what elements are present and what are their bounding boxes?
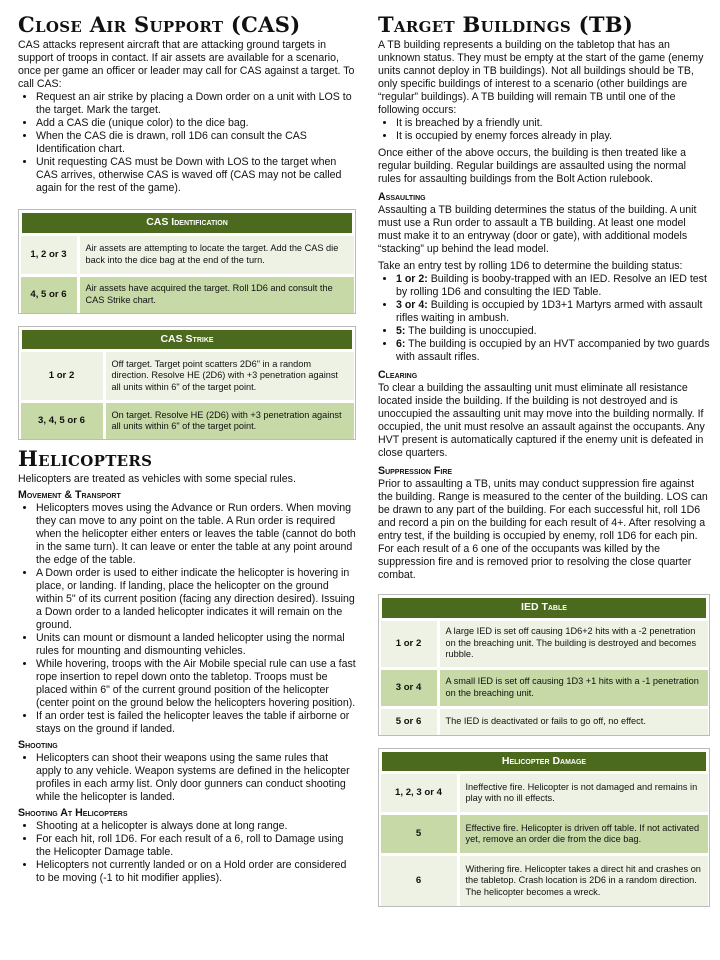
table-row — [381, 668, 708, 707]
movement-item: • Helicopters moves using the Advance or Run orders. When moving they can move to any point on the table. A Run order is required when the helicopter either enters or leaves the table (cannot do both in the same turn). It can leave or enter the table at any point around the edge of the table. — [36, 502, 356, 567]
roll-key: 4, 5 or 6 — [21, 275, 79, 313]
entry-result-text: Building is booby-trapped with an IED. Resolve an IED test by rolling 1D6 and consulting the IED Table. — [396, 273, 707, 298]
table-row — [21, 234, 354, 275]
roll-result: Air assets have acquired the target. Roll 1D6 and consult the CAS Strike chart. — [78, 275, 354, 313]
entry-result-text: The building is occupied by an HVT accompanied by two guards with assault rifles. — [396, 338, 710, 363]
assaulting-subheading: Assaulting — [378, 191, 426, 203]
entry-result-key: 6: — [396, 338, 406, 350]
tb-condition: • It is breached by a friendly unit. — [396, 117, 710, 130]
cas-intro: CAS attacks represent aircraft that are attacking ground targets in support of troops in contact. If air assets are available for a scenario, once per game an officer or leader may call for CAS against a target. To call CAS: — [18, 39, 355, 90]
cas-step: • Request an air strike by placing a Down order on a unit with LOS to the target. Mark the target. — [36, 91, 356, 117]
roll-result: A small IED is set off causing 1D3 +1 hits with a -1 penetration on the breaching unit. — [438, 668, 708, 707]
table-row — [21, 275, 354, 313]
table-row — [21, 351, 354, 402]
shooting-at-subheading: Shooting At Helicopters — [18, 807, 128, 819]
entry-result — [396, 299, 710, 325]
shooting-subheading: Shooting — [18, 739, 58, 751]
entry-result-key: 1 or 2: — [396, 273, 428, 285]
tb-intro: A TB building represents a building on the tabletop that has an unknown status. They must be empty at the start of the game (enemy units cannot deploy in TB buildings). Not all buildings should be TB, only specific buildings of interest to a scenario (other buildings are “regular” buildings). A TB building will remain TB until one of the following occurs: — [378, 39, 704, 116]
table-row — [21, 402, 354, 440]
entry-result — [396, 273, 710, 299]
roll-key: 5 — [381, 814, 459, 855]
entry-result — [396, 325, 710, 338]
movement-subheading: Movement & Transport — [18, 489, 121, 501]
roll-result: Effective fire. Helicopter is driven off table. If not activated yet, remove an order die from the dice bag. — [458, 814, 708, 855]
tb-condition: • It is occupied by enemy forces already in play. — [396, 130, 710, 143]
right-column — [378, 14, 710, 913]
clearing-text: To clear a building the assaulting unit must eliminate all resistance located inside the building. If the building is not destroyed and is unoccupied the assaulting unit may move into the building normally. If occupied, the unit must resolve an assault against the occupants. Any HVT present is automatically captured if the enemy unit is defeated in close quarters. — [378, 382, 705, 459]
roll-key: 3, 4, 5 or 6 — [21, 402, 105, 440]
left-column — [18, 14, 356, 885]
movement-list — [18, 502, 356, 736]
cas-identification-title: CAS Identification — [21, 212, 354, 235]
shooting-at-item: • Shooting at a helicopter is always done at long range. — [36, 820, 356, 833]
shooting-at-item: • Helicopters not currently landed or on a Hold order are considered to be moving (-1 to hit modifier applies). — [36, 859, 356, 885]
roll-result: A large IED is set off causing 1D6+2 hits with a -2 penetration on the breaching unit. The building is destroyed and becomes rubble. — [438, 619, 708, 668]
entry-result — [396, 338, 710, 364]
table-row — [381, 707, 708, 735]
movement-item: • If an order test is failed the helicopter leaves the table if airborne or stays on the ground if landed. — [36, 710, 356, 736]
cas-strike-table — [18, 326, 356, 441]
helicopters-heading: Helicopters — [18, 446, 153, 471]
roll-key: 1 or 2 — [21, 351, 105, 402]
assaulting-text: Assaulting a TB building determines the status of the building. A unit must use a Run order to assault a TB building. At least one model must make it to an entryway (door or gate), with additional models “stacking” up behind the lead model. — [378, 204, 697, 255]
shooting-list — [18, 752, 356, 804]
entry-result-text: The building is unoccupied. — [405, 325, 537, 337]
entry-result-key: 5: — [396, 325, 406, 337]
roll-result: Air assets are attempting to locate the target. Add the CAS die back into the dice bag at the end of the turn. — [78, 234, 354, 275]
clearing-subheading: Clearing — [378, 369, 418, 381]
ied-table — [378, 594, 710, 736]
tb-after: Once either of the above occurs, the building is then treated like a regular building. Regular buildings are assaulted using the normal rules for assaulting buildings from the Bolt Action rulebook. — [378, 147, 686, 185]
cas-heading: Close Air Support (CAS) — [18, 12, 301, 37]
movement-item: • While hovering, troops with the Air Mobile special rule can use a fast rope insertion to repel down onto the tabletop. Troops must be placed within 6" of the current ground position of the helicopter (center point on the ground below the helicopters hovering position). — [36, 658, 356, 710]
table-row — [381, 855, 708, 907]
cas-step: • When the CAS die is drawn, roll 1D6 can consult the CAS Identification chart. — [36, 130, 356, 156]
helicopters-intro: Helicopters are treated as vehicles with some special rules. — [18, 473, 296, 485]
movement-item: • Units can mount or dismount a landed helicopter using the normal rules for mounting and dismounting vehicles. — [36, 632, 356, 658]
roll-result: On target. Resolve HE (2D6) with +3 penetration against all units within 6" of the target point. — [104, 402, 354, 440]
roll-key: 6 — [381, 855, 459, 907]
suppression-subheading: Suppression Fire — [378, 465, 453, 477]
entry-result-key: 3 or 4: — [396, 299, 428, 311]
helicopter-damage-table — [378, 748, 710, 908]
shooting-at-item: • For each hit, roll 1D6. For each result of a 6, roll to Damage using the Helicopter Damage table. — [36, 833, 356, 859]
roll-key: 1 or 2 — [381, 619, 439, 668]
cas-identification-table — [18, 209, 356, 314]
ied-table-title: IED Table — [381, 597, 708, 620]
cas-step: • Add a CAS die (unique color) to the dice bag. — [36, 117, 356, 130]
entry-test-text: Take an entry test by rolling 1D6 to determine the building status: — [378, 260, 683, 272]
shooting-item: • Helicopters can shoot their weapons using the same rules that apply to any vehicle. Weapon systems are defined in the helicopter profiles in each army list. Only door gunners can conduct shooting while the helicopter is landed. — [36, 752, 356, 804]
shooting-at-list — [18, 820, 356, 885]
table-row — [381, 773, 708, 814]
table-row — [381, 619, 708, 668]
cas-step: • Unit requesting CAS must be Down with LOS to the target when CAS arrives, otherwise CAS is waved off (CAS may not be called again for the rest of the game). — [36, 156, 356, 195]
entry-result-text: Building is occupied by 1D3+1 Martyrs armed with assault rifles waiting in ambush. — [396, 299, 703, 324]
suppression-text: Prior to assaulting a TB, units may conduct suppression fire against the building. Range is measured to the center of the building. LOS can be drawn to any part of the building. For each successful hit, roll 1D6 and record a pin on the building for each result of 4+. After resolving a entry test, if the building is occupied by enemy, roll 1D6 for each pin. For each result of a 6 one of the occupants was killed by the suppression fire and is removed prior to resolving the close quarter combat. — [378, 478, 708, 581]
cas-steps-list — [18, 91, 356, 195]
roll-result: Withering fire. Helicopter takes a direct hit and crashes on the tabletop. Crash location is 2D6 in a random direction. The helicopter becomes a wreck. — [458, 855, 708, 907]
table-row — [381, 814, 708, 855]
tb-conditions-list — [378, 117, 710, 143]
roll-key: 3 or 4 — [381, 668, 439, 707]
roll-key: 5 or 6 — [381, 707, 439, 735]
entry-results-list — [378, 273, 710, 364]
tb-heading: Target Buildings (TB) — [378, 12, 634, 37]
movement-item: • A Down order is used to either indicate the helicopter is hovering in place, or landing. If landing, place the helicopter on the ground within 5" of its current position (facing any direction desired). Issuing a Down order to a landed helicopter indicates it will remain on the ground. — [36, 567, 356, 632]
roll-result: Ineffective fire. Helicopter is not damaged and remains in play with no ill effects. — [458, 773, 708, 814]
roll-result: The IED is deactivated or fails to go off, no effect. — [438, 707, 708, 735]
roll-key: 1, 2 or 3 — [21, 234, 79, 275]
roll-result: Off target. Target point scatters 2D6" in a random direction. Resolve HE (2D6) with +3 penetration against all units within 6" of the target point. — [104, 351, 354, 402]
helicopter-damage-title: Helicopter Damage — [381, 750, 708, 773]
roll-key: 1, 2, 3 or 4 — [381, 773, 459, 814]
cas-strike-title: CAS Strike — [21, 328, 354, 351]
